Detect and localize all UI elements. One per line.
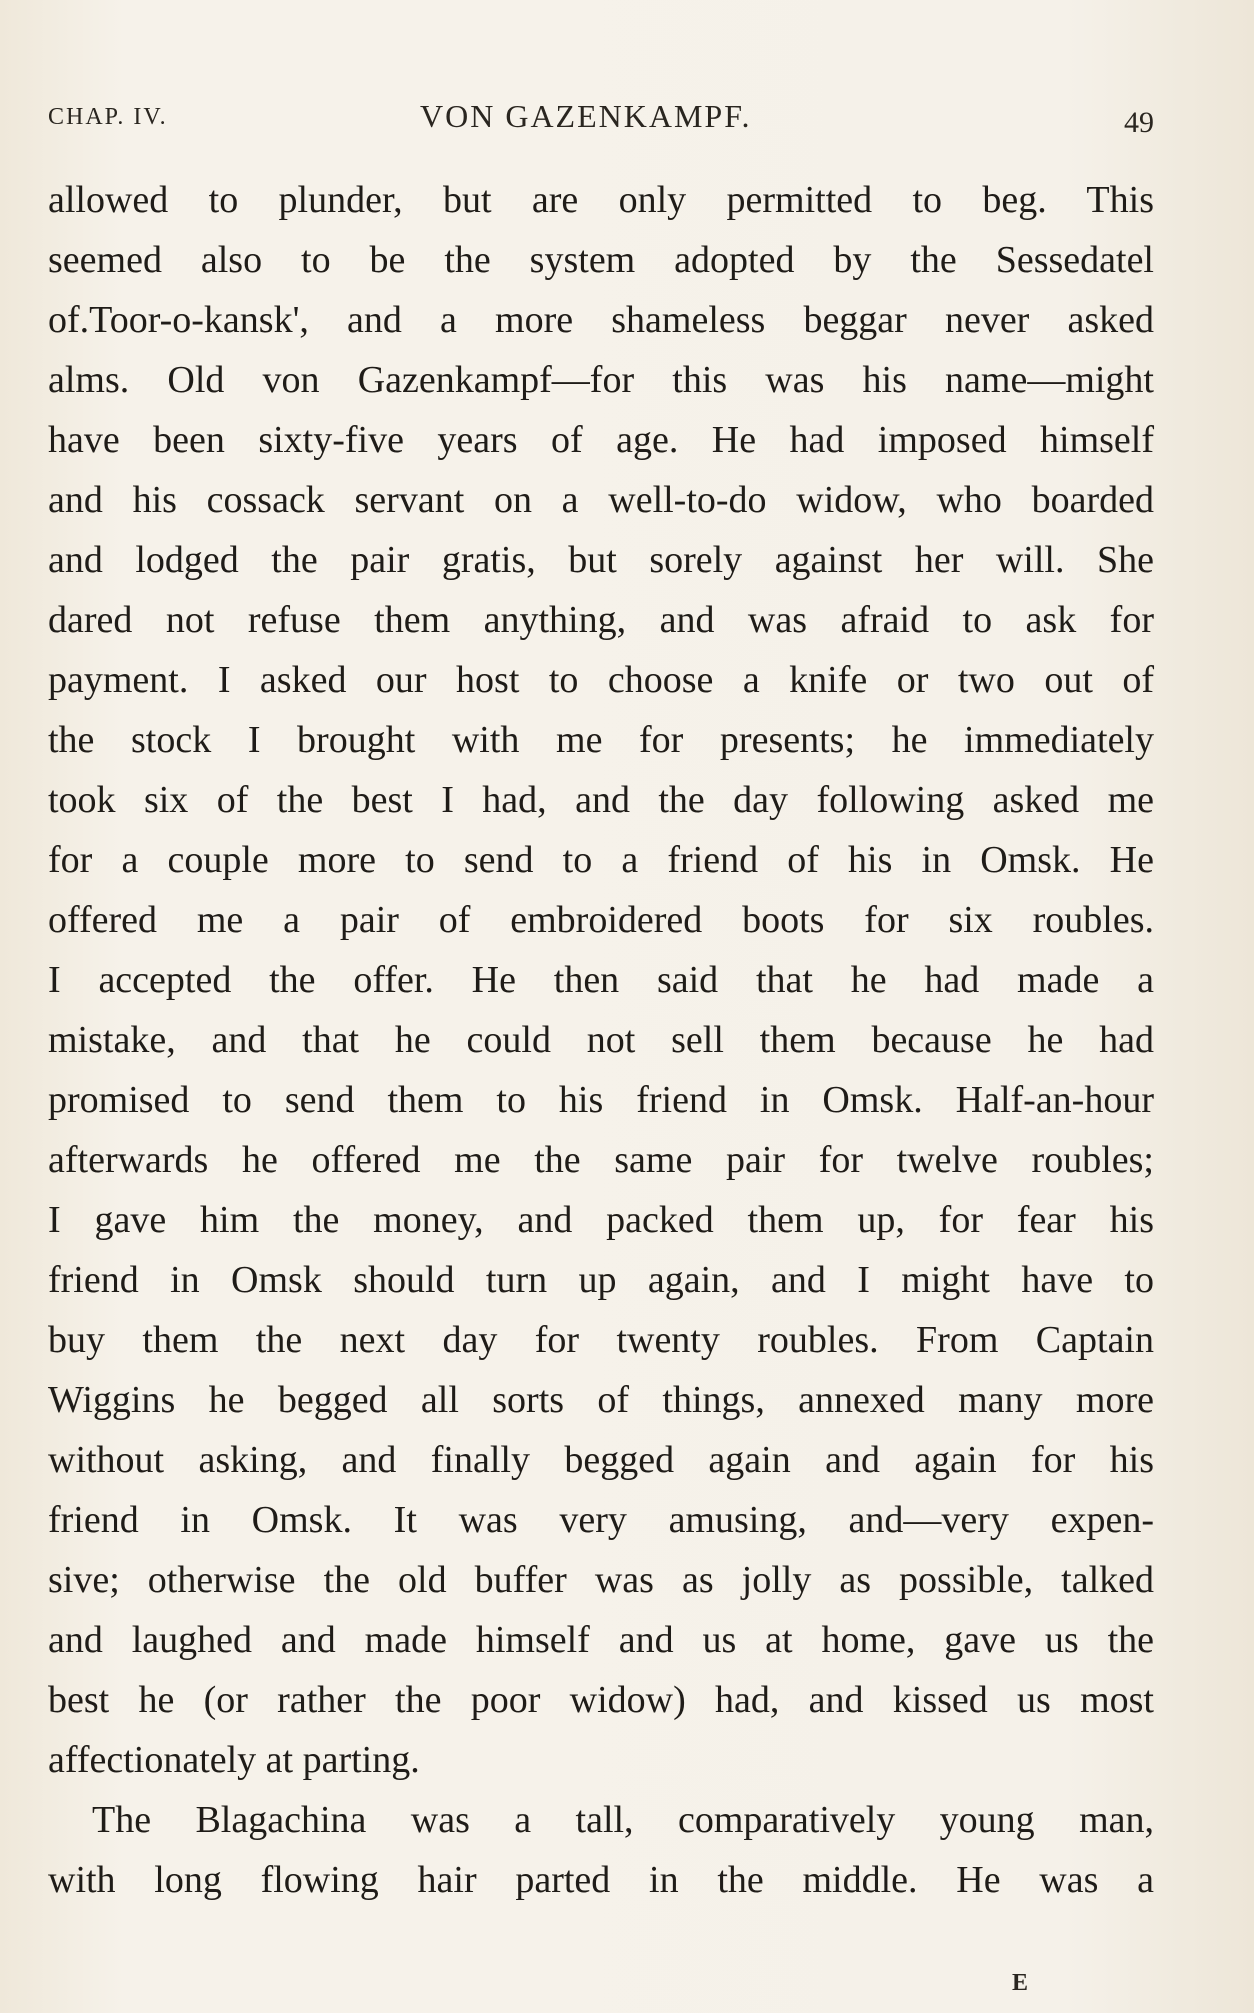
text-line: alms. Old von Gazenkampf—for this was his name—might	[48, 359, 1154, 401]
text-line: promised to send them to his friend in Omsk. Half-an-hour	[48, 1079, 1154, 1121]
text-line: for a couple more to send to a friend of his in Omsk. He	[48, 839, 1154, 881]
text-line: I gave him the money, and packed them up, for fear his	[48, 1199, 1154, 1241]
text-line: took six of the best I had, and the day following asked me	[48, 779, 1154, 821]
text-line: and lodged the pair gratis, but sorely against her will. She	[48, 539, 1154, 581]
text-line: without asking, and finally begged again and again for his	[48, 1439, 1154, 1481]
text-line: offered me a pair of embroidered boots for six roubles.	[48, 899, 1154, 941]
text-line: payment. I asked our host to choose a knife or two out of	[48, 659, 1154, 701]
text-line: and laughed and made himself and us at home, gave us the	[48, 1619, 1154, 1661]
text-line: have been sixty-five years of age. He had imposed himself	[48, 419, 1154, 461]
text-line: seemed also to be the system adopted by the Sessedatel	[48, 239, 1154, 281]
text-line: affectionately at parting.	[48, 1739, 420, 1781]
text-line: buy them the next day for twenty roubles. From Captain	[48, 1319, 1154, 1361]
text-line: sive; otherwise the old buffer was as jolly as possible, talked	[48, 1559, 1154, 1601]
signature-mark: E	[1011, 1970, 1030, 1996]
page-number: 49	[1124, 106, 1154, 139]
text-line: friend in Omsk. It was very amusing, and—very expen-	[48, 1499, 1154, 1541]
text-line: the stock I brought with me for presents; he immediately	[48, 719, 1154, 761]
text-line: Wiggins he begged all sorts of things, annexed many more	[48, 1379, 1154, 1421]
text-line: The Blagachina was a tall, comparatively young man,	[92, 1799, 1154, 1841]
text-line: best he (or rather the poor widow) had, and kissed us most	[48, 1679, 1154, 1721]
running-title: VON GAZENKAMPF.	[420, 98, 752, 134]
text-line: I accepted the offer. He then said that he had made a	[48, 959, 1154, 1001]
text-line: allowed to plunder, but are only permitted to beg. This	[48, 179, 1154, 221]
text-line: mistake, and that he could not sell them because he had	[48, 1019, 1154, 1061]
page-header	[48, 98, 1154, 138]
text-line: friend in Omsk should turn up again, and I might have to	[48, 1259, 1154, 1301]
text-line: and his cossack servant on a well-to-do widow, who boarded	[48, 479, 1154, 521]
text-line: of.Toor-o-kansk', and a more shameless beggar never asked	[48, 299, 1154, 341]
body-text	[48, 170, 1154, 1910]
text-line: with long flowing hair parted in the middle. He was a	[48, 1859, 1154, 1901]
text-line: afterwards he offered me the same pair for twelve roubles;	[48, 1139, 1154, 1181]
chapter-label: CHAP. IV.	[48, 104, 168, 130]
text-line: dared not refuse them anything, and was afraid to ask for	[48, 599, 1154, 641]
